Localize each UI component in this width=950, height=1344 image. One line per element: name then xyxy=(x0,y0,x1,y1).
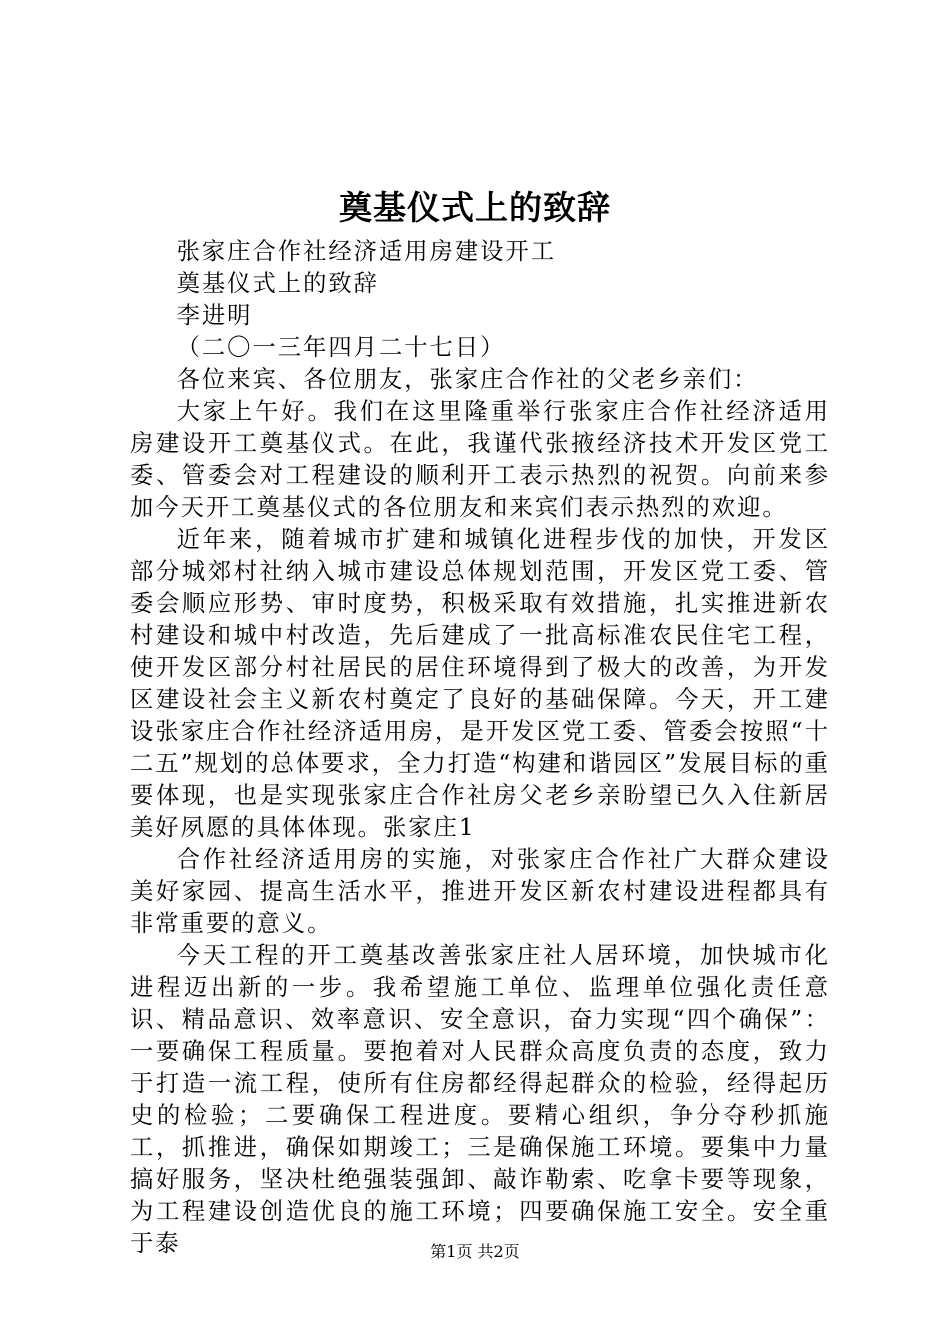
salutation: 各位来宾、各位朋友，张家庄合作社的父老乡亲们： xyxy=(176,366,759,393)
paragraph: 大家上午好。我们在这里隆重举行张家庄合作社经济适用房建设开工奠基仪式。在此，我谨代张掖经济技术开发区党工委、管委会对工程建设的顺利开工表示热烈的祝贺。向前来参加今天开工奠基仪式的各位朋友和来宾们表示热烈的欢迎。 xyxy=(130,398,830,521)
document-body xyxy=(130,236,830,1260)
speech-date: （二〇一三年四月二十七日） xyxy=(176,334,506,361)
paragraph: 近年来，随着城市扩建和城镇化进程步伐的加快，开发区部分城郊村社纳入城市建设总体规划范围，开发区党工委、管委会顺应形势、审时度势，积极采取有效措施，扎实推进新农村建设和城中村改造，先后建成了一批高标准农民住宅工程，使开发区部分村社居民的居住环境得到了极大的改善，为开发区建设社会主义新农村奠定了良好的基础保障。今天，开工建设张家庄合作社经济适用房，是开发区党工委、管委会按照“十二五”规划的总体要求，全力打造“构建和谐园区”发展目标的重要体现，也是实现张家庄合作社房父老乡亲盼望已久入住新居美好夙愿的具体体现。张家庄1 xyxy=(130,526,830,841)
page-footer: 第1页 共2页 xyxy=(430,1242,520,1261)
subtitle-line-2: 奠基仪式上的致辞 xyxy=(176,270,379,297)
document-title: 奠基仪式上的致辞 xyxy=(339,188,611,227)
subtitle-line-1: 张家庄合作社经济适用房建设开工 xyxy=(176,238,557,265)
paragraph: 今天工程的开工奠基改善张家庄社人居环境，加快城市化进程迈出新的一步。我希望施工单位、监理单位强化责任意识、精品意识、效率意识、安全意识，奋力实现“四个确保”：一要确保工程质量。要抱着对人民群众高度负责的态度，致力于打造一流工程，使所有住房都经得起群众的检验，经得起历史的检验；二要确保工程进度。要精心组织，争分夺秒抓施工，抓推进，确保如期竣工；三是确保施工环境。要集中力量搞好服务，坚决杜绝强装强卸、敲诈勒索、吃拿卡要等现象，为工程建设创造优良的施工环境；四要确保施工安全。安全重于泰 xyxy=(130,942,830,1257)
paragraph: 合作社经济适用房的实施，对张家庄合作社广大群众建设美好家园、提高生活水平，推进开发区新农村建设进程都具有非常重要的意义。 xyxy=(130,846,830,937)
author-name: 李进明 xyxy=(176,302,253,329)
